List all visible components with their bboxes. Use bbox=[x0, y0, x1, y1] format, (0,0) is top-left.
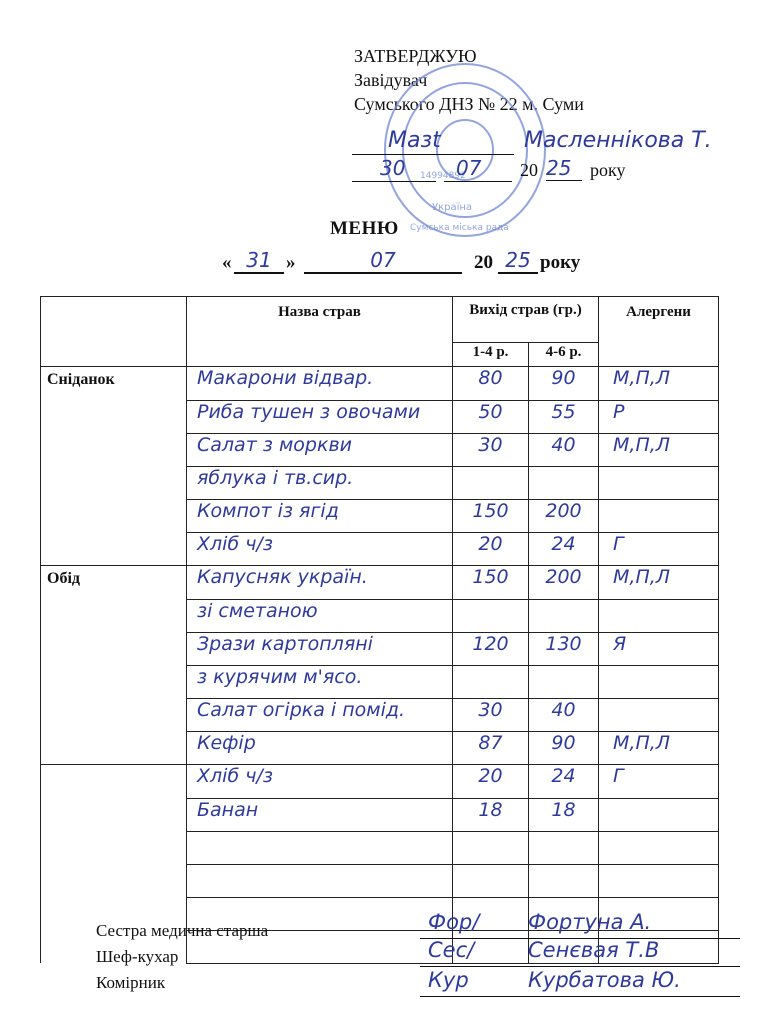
menu-quote-close: » bbox=[286, 252, 296, 273]
dish-cell bbox=[187, 831, 453, 864]
output-1-4-cell bbox=[453, 831, 529, 864]
table-row bbox=[41, 532, 719, 566]
output-4-6-cell: 200 bbox=[529, 499, 599, 532]
allergens-cell bbox=[599, 466, 719, 499]
header-age-2: 4-6 р. bbox=[529, 343, 599, 367]
table-row bbox=[41, 566, 719, 600]
dish-cell: Капусняк україн. bbox=[187, 566, 453, 600]
allergens-cell: Я bbox=[599, 632, 719, 665]
approval-signature-row bbox=[352, 128, 762, 158]
output-4-6-cell bbox=[529, 665, 599, 698]
allergens-cell bbox=[599, 665, 719, 698]
output-1-4-cell: 20 bbox=[453, 532, 529, 566]
approval-date-day: 30 bbox=[380, 156, 406, 180]
dish-cell: яблука і тв.сир. bbox=[187, 466, 453, 499]
chef-signature: Сес/ bbox=[428, 938, 475, 962]
table-row bbox=[41, 765, 719, 799]
dish-cell: Макарони відвар. bbox=[187, 367, 453, 401]
menu-month: 07 bbox=[304, 248, 462, 274]
output-4-6-cell: 18 bbox=[529, 798, 599, 831]
meal-cell bbox=[41, 532, 187, 566]
output-1-4-cell: 30 bbox=[453, 433, 529, 466]
menu-table-body bbox=[41, 367, 719, 964]
output-4-6-cell bbox=[529, 831, 599, 864]
output-1-4-cell: 87 bbox=[453, 731, 529, 765]
meal-cell bbox=[41, 400, 187, 433]
menu-year-hand: 25 bbox=[498, 248, 538, 274]
output-1-4-cell: 150 bbox=[453, 499, 529, 532]
meal-cell bbox=[41, 665, 187, 698]
table-row bbox=[41, 731, 719, 765]
approval-year-suffix: року bbox=[590, 160, 626, 180]
approval-date-row bbox=[352, 158, 652, 188]
meal-cell bbox=[41, 864, 187, 897]
chef-signature-line bbox=[420, 938, 740, 967]
dish-cell: Хліб ч/з bbox=[187, 765, 453, 799]
dish-cell: Салат огірка і помід. bbox=[187, 698, 453, 731]
output-4-6-cell: 90 bbox=[529, 731, 599, 765]
dish-cell bbox=[187, 864, 453, 897]
allergens-cell bbox=[599, 499, 719, 532]
dish-cell: Компот із ягід bbox=[187, 499, 453, 532]
meal-cell bbox=[41, 731, 187, 765]
storekeeper-signature: Кур bbox=[428, 968, 469, 992]
meal-cell bbox=[41, 698, 187, 731]
output-1-4-cell: 120 bbox=[453, 632, 529, 665]
allergens-cell: М,П,Л bbox=[599, 566, 719, 600]
table-row bbox=[41, 466, 719, 499]
approval-date-month: 07 bbox=[456, 156, 482, 180]
table-row bbox=[41, 400, 719, 433]
output-4-6-cell bbox=[529, 864, 599, 897]
meal-cell bbox=[41, 433, 187, 466]
header-allergens: Алергени bbox=[599, 297, 719, 367]
dish-cell: зі сметаною bbox=[187, 599, 453, 632]
chef-name: Сенєвая Т.В bbox=[528, 938, 660, 962]
table-row bbox=[41, 665, 719, 698]
output-1-4-cell: 18 bbox=[453, 798, 529, 831]
meal-cell bbox=[41, 599, 187, 632]
dish-cell: Салат з моркви bbox=[187, 433, 453, 466]
menu-day: 31 bbox=[234, 248, 284, 274]
allergens-cell: Г bbox=[599, 532, 719, 566]
allergens-cell: М,П,Л bbox=[599, 433, 719, 466]
dish-cell: Кефір bbox=[187, 731, 453, 765]
output-4-6-cell bbox=[529, 466, 599, 499]
table-row bbox=[41, 798, 719, 831]
allergens-cell: М,П,Л bbox=[599, 731, 719, 765]
meal-cell bbox=[41, 499, 187, 532]
nurse-signature: Фор/ bbox=[428, 910, 480, 934]
approval-signature: Maзt bbox=[388, 128, 441, 153]
dish-cell: Зрази картопляні bbox=[187, 632, 453, 665]
storekeeper-label: Комірник bbox=[96, 973, 166, 992]
nurse-label: Сестра медична старша bbox=[96, 921, 269, 940]
table-row bbox=[41, 864, 719, 897]
output-1-4-cell: 150 bbox=[453, 566, 529, 600]
output-4-6-cell: 130 bbox=[529, 632, 599, 665]
nurse-name: Фортуна А. bbox=[528, 910, 652, 934]
menu-date bbox=[222, 248, 622, 278]
allergens-cell bbox=[599, 831, 719, 864]
table-row bbox=[41, 632, 719, 665]
output-1-4-cell bbox=[453, 599, 529, 632]
meal-cell bbox=[41, 831, 187, 864]
output-4-6-cell: 40 bbox=[529, 433, 599, 466]
menu-year-prefix: 20 bbox=[474, 252, 493, 273]
header-age-1: 1-4 р. bbox=[453, 343, 529, 367]
menu-table bbox=[40, 296, 719, 964]
approval-year-hand: 25 bbox=[546, 156, 582, 181]
allergens-cell bbox=[599, 798, 719, 831]
allergens-cell bbox=[599, 698, 719, 731]
table-row bbox=[41, 599, 719, 632]
nurse-signature-line bbox=[420, 910, 740, 939]
approval-position: Завідувач bbox=[354, 70, 428, 90]
output-1-4-cell bbox=[453, 466, 529, 499]
menu-title: МЕНЮ bbox=[330, 218, 399, 239]
approval-org: Сумського ДНЗ № 22 м. Суми bbox=[354, 94, 584, 114]
signers-block bbox=[96, 918, 268, 996]
header-output: Вихід страв (гр.) bbox=[453, 297, 599, 343]
allergens-cell: Г bbox=[599, 765, 719, 799]
dish-cell: Риба тушен з овочами bbox=[187, 400, 453, 433]
meal-cell: Сніданок bbox=[41, 367, 187, 401]
meal-cell bbox=[41, 765, 187, 799]
storekeeper-signature-line bbox=[420, 968, 740, 997]
chef-label: Шеф-кухар bbox=[96, 947, 179, 966]
meal-cell bbox=[41, 798, 187, 831]
output-4-6-cell: 40 bbox=[529, 698, 599, 731]
stamp-text-1: Україна bbox=[432, 202, 473, 213]
allergens-cell bbox=[599, 599, 719, 632]
output-1-4-cell bbox=[453, 864, 529, 897]
meal-cell: Обід bbox=[41, 566, 187, 600]
output-1-4-cell: 30 bbox=[453, 698, 529, 731]
output-4-6-cell: 24 bbox=[529, 532, 599, 566]
output-4-6-cell bbox=[529, 599, 599, 632]
table-row bbox=[41, 367, 719, 401]
approval-year-prefix: 20 bbox=[520, 160, 538, 180]
output-4-6-cell: 24 bbox=[529, 765, 599, 799]
table-row bbox=[41, 499, 719, 532]
stamp-text-2: Сумська міська рада bbox=[410, 223, 509, 233]
stamp-code: 14994892 bbox=[420, 171, 466, 181]
meal-cell bbox=[41, 466, 187, 499]
output-1-4-cell bbox=[453, 665, 529, 698]
output-1-4-cell: 20 bbox=[453, 765, 529, 799]
dish-cell: Банан bbox=[187, 798, 453, 831]
output-4-6-cell: 200 bbox=[529, 566, 599, 600]
approval-signer-name: Масленнікова Т. bbox=[524, 128, 712, 153]
output-1-4-cell: 50 bbox=[453, 400, 529, 433]
output-1-4-cell: 80 bbox=[453, 367, 529, 401]
allergens-cell bbox=[599, 864, 719, 897]
table-row bbox=[41, 698, 719, 731]
table-row bbox=[41, 433, 719, 466]
allergens-cell: Р bbox=[599, 400, 719, 433]
meal-cell bbox=[41, 632, 187, 665]
header-meal bbox=[41, 297, 187, 367]
output-4-6-cell: 90 bbox=[529, 367, 599, 401]
dish-cell: з курячим м'ясо. bbox=[187, 665, 453, 698]
menu-quote-open: « bbox=[222, 252, 232, 273]
dish-cell: Хліб ч/з bbox=[187, 532, 453, 566]
allergens-cell: М,П,Л bbox=[599, 367, 719, 401]
menu-year-suffix: року bbox=[540, 252, 581, 273]
storekeeper-name: Курбатова Ю. bbox=[528, 968, 681, 992]
output-4-6-cell: 55 bbox=[529, 400, 599, 433]
approval-title: ЗАТВЕРДЖУЮ bbox=[354, 46, 477, 66]
table-row bbox=[41, 831, 719, 864]
header-dish: Назва страв bbox=[187, 297, 453, 367]
